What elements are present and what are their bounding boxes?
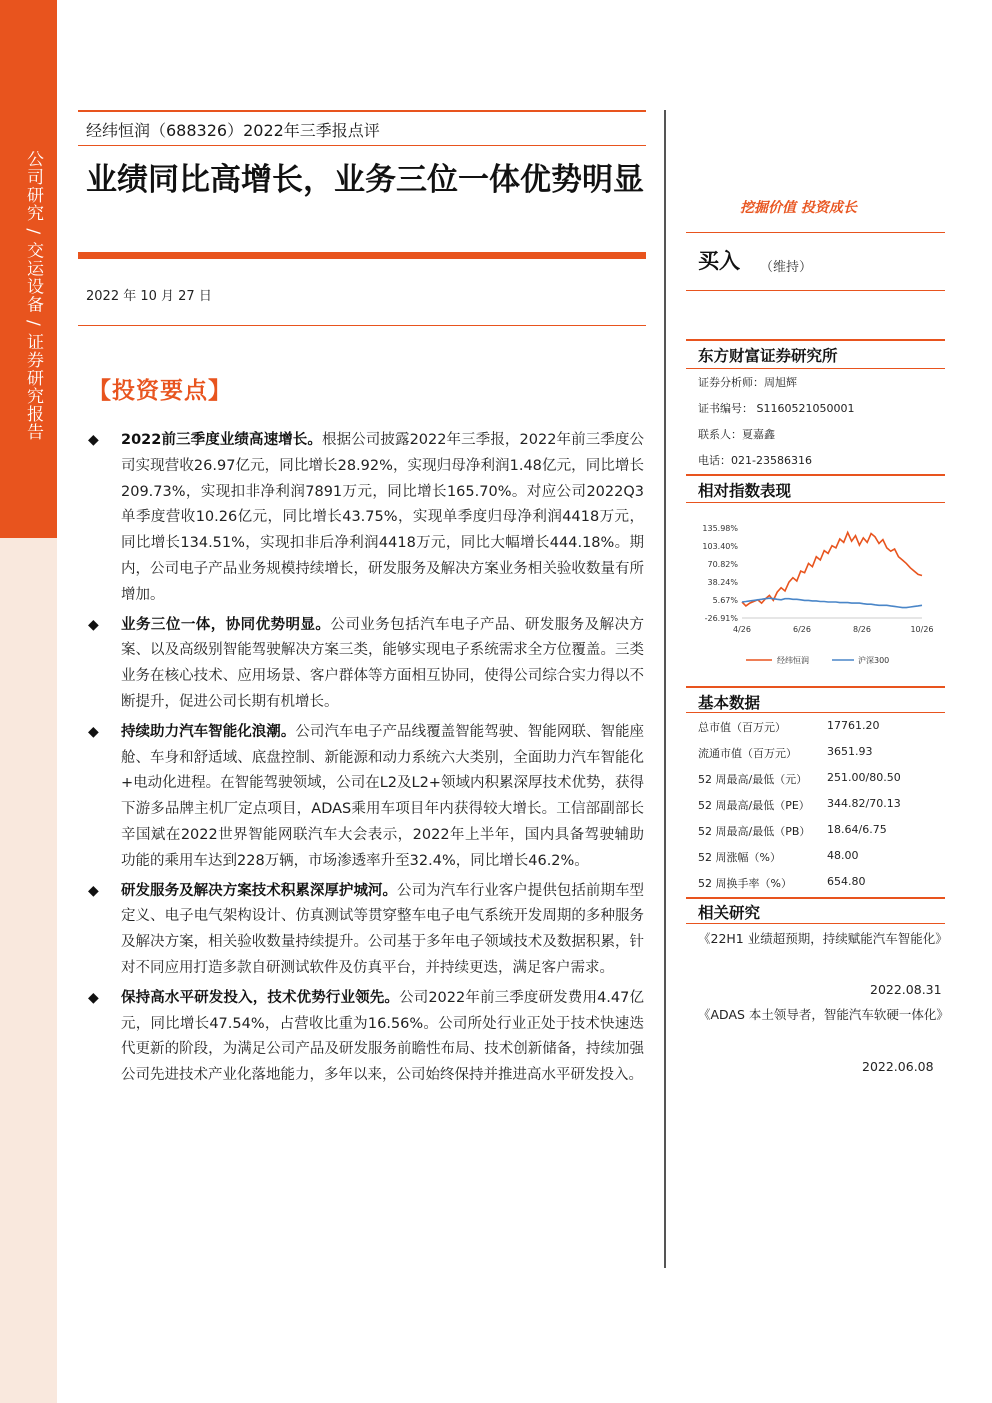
- y-tick-label: 38.24%: [707, 578, 738, 587]
- diamond-bullet-icon: ◆: [88, 882, 99, 899]
- headline-bar: [78, 252, 646, 259]
- header-rule: [78, 110, 646, 112]
- page-title: 业绩同比高增长，业务三位一体优势明显: [86, 162, 644, 198]
- date-rule: [78, 325, 646, 326]
- list-item: [88, 720, 644, 875]
- x-tick-label: 10/26: [910, 625, 934, 634]
- rating-rule-top: [686, 232, 945, 233]
- column-divider: [664, 110, 666, 1268]
- data-key: 总市值（百万元）: [698, 721, 786, 734]
- investment-points: [88, 428, 644, 1093]
- research-rule: [686, 897, 945, 899]
- diamond-bullet-icon: ◆: [88, 616, 99, 633]
- data-value: 18.64/6.75: [827, 823, 887, 836]
- y-tick-label: 135.98%: [702, 524, 738, 533]
- basic-data-title: 基本数据: [698, 694, 761, 712]
- research-item-date: 2022.08.31: [870, 982, 942, 997]
- analyst: 证券分析师：周旭辉: [698, 376, 797, 389]
- phone: 电话：021-23586316: [698, 454, 812, 467]
- data-value: 3651.93: [827, 745, 873, 758]
- relative-index-chart: [686, 512, 945, 682]
- sidebar-category-text: 公司研究 / 交运设备 / 证券研究报告: [23, 150, 43, 442]
- data-key: 52 周换手率（%）: [698, 877, 792, 890]
- y-tick-label: -26.91%: [704, 614, 738, 623]
- data-value: 654.80: [827, 875, 866, 888]
- legend-label-csi300: 沪深300: [858, 656, 890, 665]
- data-key: 52 周最高/最低（元）: [698, 773, 808, 786]
- data-value: 17761.20: [827, 719, 880, 732]
- list-item: [88, 613, 644, 716]
- table-row: [698, 771, 938, 797]
- point-heading: 业务三位一体，协同优势明显。: [121, 616, 331, 633]
- related-research-title: 相关研究: [698, 904, 761, 922]
- section-title: 【投资要点】: [88, 378, 232, 404]
- chart-title: 相对指数表现: [698, 482, 792, 500]
- diamond-bullet-icon: ◆: [88, 432, 99, 448]
- table-row: [698, 849, 938, 875]
- point-text: 公司汽车电子产品线覆盖智能驾驶、智能网联、智能座舱、车身和舒适域、底盘控制、新能源和动力系统六大类别，全面助力汽车智能化+电动化进程。在智能驾驶领域，公司在L2及L2+领域内积累深厚技术优势，获得下游多品牌主机厂定点项目，ADAS乘用车项目年内获得较大增长。工信部副部长辛国斌在2022世界智能网联汽车大会表示，2022年上半年，国内具备驾驶辅助功能的乘用车达到228万辆，市场渗透率升至32.4%，同比增长46.2%。: [121, 723, 644, 869]
- legend-label-stock: 经纬恒润: [777, 656, 809, 665]
- basic-data-rule: [686, 686, 945, 688]
- research-thin-rule: [686, 923, 945, 924]
- certificate-number: 证书编号： S1160521050001: [698, 402, 855, 415]
- data-key: 52 周涨幅（%）: [698, 851, 781, 864]
- table-row: [698, 719, 938, 745]
- slogan: 挖掘价值 投资成长: [740, 200, 857, 216]
- report-date: 2022 年 10 月 27 日: [86, 289, 212, 304]
- data-value: 344.82/70.13: [827, 797, 901, 810]
- y-tick-label: 5.67%: [712, 596, 738, 605]
- basic-data-thin-rule: [686, 712, 945, 713]
- point-heading: 持续助力汽车智能化浪潮。: [121, 723, 296, 740]
- y-tick-label: 70.82%: [707, 560, 738, 569]
- y-tick-label: 103.40%: [702, 542, 738, 551]
- series-line-csi300: [742, 598, 922, 607]
- institute-name: 东方财富证券研究所: [698, 347, 838, 365]
- research-item-title[interactable]: 《22H1 业绩超预期，持续赋能汽车智能化》: [698, 931, 948, 946]
- table-row: [698, 745, 938, 771]
- data-value: 48.00: [827, 849, 859, 862]
- header-thin-rule: [78, 145, 646, 146]
- chart-svg: [686, 512, 945, 682]
- x-tick-label: 6/26: [793, 625, 811, 634]
- point-text: 公司2022年前三季度研发费用4.47亿元，同比增长47.54%，占营收比重为16.56%。公司所处行业正处于技术快速迭代更新的阶段，为满足公司产品及研发服务前瞻性布局、技术创新储备，持续加强公司先进技术产业化落地能力，多年以来，公司始终保持并推进高水平研发投入。: [121, 989, 644, 1084]
- rating-rule-bottom: [686, 290, 945, 291]
- institute-rule: [686, 339, 945, 341]
- x-tick-label: 4/26: [733, 625, 751, 634]
- institute-thin-rule: [686, 368, 945, 369]
- point-heading: 2022前三季度业绩高速增长。: [121, 432, 322, 448]
- table-row: [698, 823, 938, 849]
- data-key: 52 周最高/最低（PB）: [698, 825, 811, 838]
- rating: 买入: [698, 249, 740, 273]
- table-row: [698, 797, 938, 823]
- series-line-stock: [742, 532, 922, 606]
- point-heading: 研发服务及解决方案技术积累深厚护城河。: [121, 882, 398, 899]
- rating-status: （维持）: [760, 260, 813, 275]
- x-tick-label: 8/26: [853, 625, 871, 634]
- point-text: 公司为汽车行业客户提供包括前期车型定义、电子电气架构设计、仿真测试等贯穿整车电子电气系统开发周期的多种服务及解决方案，相关验收数量持续提升。公司基于多年电子领域技术及数据积累，针对不同应用打造多款自研测试软件及仿真平台，并持续更迭，满足客户需求。: [121, 882, 645, 976]
- list-item: [88, 879, 644, 982]
- chart-thin-rule: [686, 502, 945, 503]
- point-text: 公司业务包括汽车电子产品、研发服务及解决方案、以及高级别智能驾驶解决方案三类，能够实现电子系统需求全方位覆盖。三类业务在核心技术、应用场景、客户群体等方面相互协同，使得公司综合实力得以不断提升，促进公司长期有机增长。: [121, 616, 645, 710]
- research-item-title[interactable]: 《ADAS 本土领导者，智能汽车软硬一体化》: [698, 1007, 949, 1022]
- chart-rule: [686, 474, 945, 476]
- point-text: 根据公司披露2022年三季报，2022年前三季度公司实现营收26.97亿元，同比增长28.92%，实现归母净利润1.48亿元，同比增长209.73%，实现扣非净利润7891万元，同比增长165.70%。对应公司2022Q3单季度营收10.26亿元，同比增长43.75%，实现单季度归母净利润4418万元，同比增长134.51%，实现扣非后净利润4418万元，同比大幅增长444.18%。期内，公司电子产品业务规模持续增长，研发服务及解决方案业务相关验收数量有所增加。: [121, 432, 644, 603]
- contact: 联系人：夏嘉鑫: [698, 428, 775, 441]
- diamond-bullet-icon: ◆: [88, 989, 99, 1006]
- data-value: 251.00/80.50: [827, 771, 901, 784]
- point-heading: 保持高水平研发投入，技术优势行业领先。: [121, 989, 400, 1006]
- research-item-date: 2022.06.08: [862, 1059, 934, 1074]
- data-key: 52 周最高/最低（PE）: [698, 799, 810, 812]
- report-type: 经纬恒润（688326）2022年三季报点评: [86, 121, 380, 140]
- list-item: [88, 428, 644, 609]
- list-item: [88, 986, 644, 1089]
- diamond-bullet-icon: ◆: [88, 723, 99, 740]
- data-key: 流通市值（百万元）: [698, 747, 797, 760]
